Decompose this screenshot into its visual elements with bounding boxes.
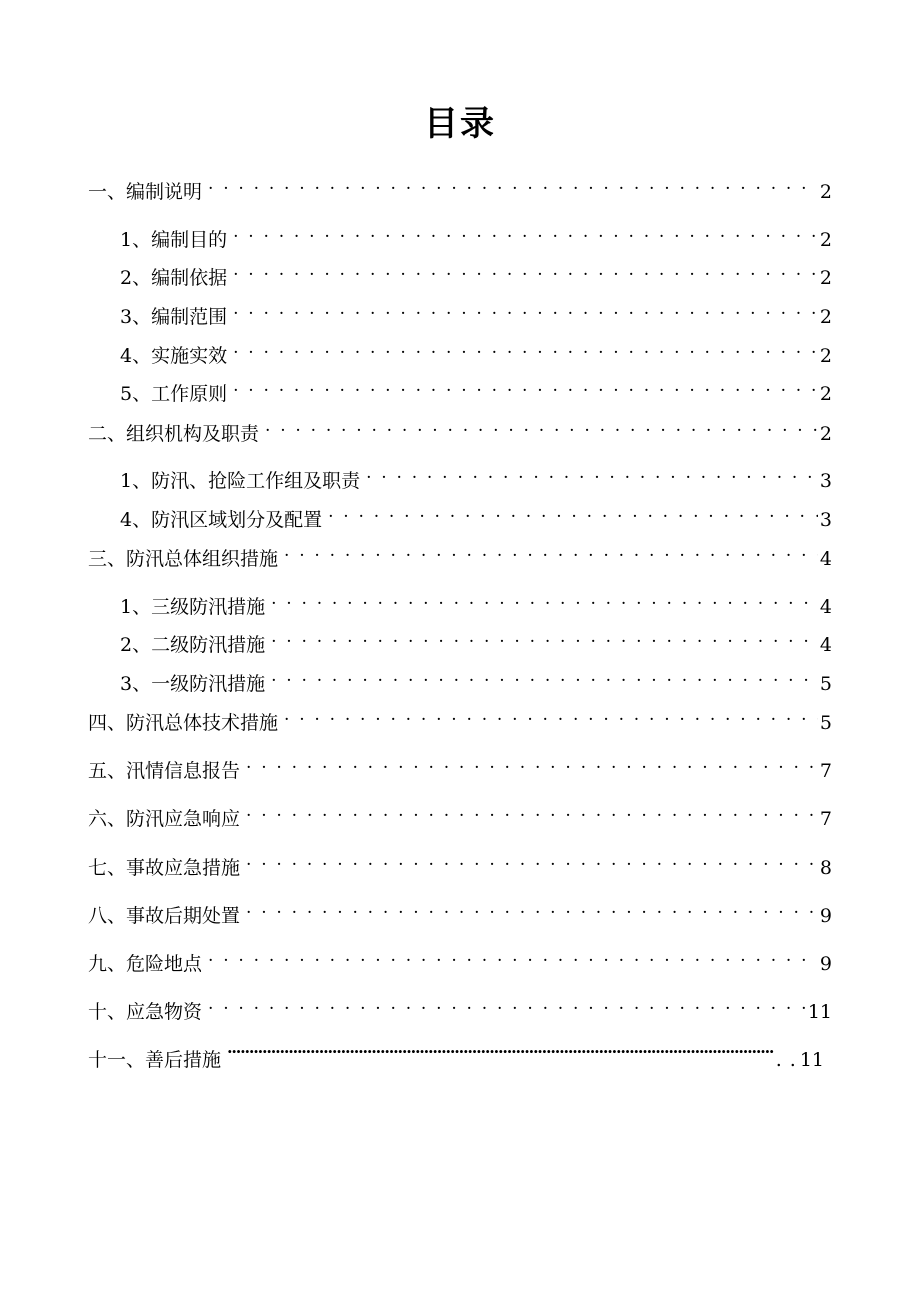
toc-leader-dots [208,942,818,970]
toc-leader-dots [233,256,818,284]
toc-entry[interactable] [88,894,832,927]
toc-entry-page: 2 [819,306,832,328]
toc-entry-label: 七、事故应急措施 [88,857,241,879]
toc-entry-page: 7 [819,760,832,782]
toc-leader-dots [271,585,818,613]
toc-entry-label: 十、应急物资 [88,1001,203,1023]
toc-entry-label: 5、工作原则 [120,383,228,405]
toc-entry-page: 4 [819,634,832,656]
toc-entry-page: 2 [819,345,832,367]
toc-entry-page: 5 [819,712,832,734]
toc-entry-label: 1、编制目的 [120,229,228,251]
toc-entry-label: 一、编制说明 [88,181,203,203]
toc-entry-label: 1、三级防汛措施 [120,596,266,618]
toc-entry[interactable] [88,990,832,1023]
toc-entry[interactable] [88,170,832,203]
toc-leader-dots [233,372,818,400]
toc-leader-dots [366,459,818,487]
toc-entry[interactable] [120,585,832,618]
toc-entry-page: 2 [819,229,832,251]
toc-entry[interactable] [120,623,832,656]
toc-entry[interactable] [88,846,832,879]
toc-entry-label: 三、防汛总体组织措施 [88,548,279,570]
toc-leader-dots [246,749,818,777]
toc-entry-label: 六、防汛应急响应 [88,808,241,830]
toc-entry-page: 11 [807,1001,832,1023]
toc-entry[interactable] [88,749,832,782]
toc-entry[interactable] [120,459,832,492]
toc-entry[interactable] [120,295,832,328]
toc-leader-dots [208,990,806,1018]
toc-entry[interactable] [120,218,832,251]
toc-entry-page: 2 [819,267,832,289]
toc-entry[interactable] [88,537,832,570]
toc-entry-page: 3 [819,509,832,531]
toc-leader-dots [246,894,818,922]
toc-entry-label: 1、防汛、抢险工作组及职责 [120,470,361,492]
toc-entry-label: 二、组织机构及职责 [88,423,260,445]
toc-entry[interactable] [120,334,832,367]
toc-leader-dots [328,498,818,526]
toc-entry[interactable] [88,797,832,830]
toc-entry-page: 5 [819,673,832,695]
toc-entry[interactable] [120,498,832,531]
toc-entry-label: 4、防汛区域划分及配置 [120,509,323,531]
toc-entry-label: 2、二级防汛措施 [120,634,266,656]
toc-leader-dots [208,170,818,198]
toc-entry-page: 9 [819,953,832,975]
toc-leader-dots [271,623,818,651]
toc-leader-dots [271,662,818,690]
toc-entry-page: 8 [819,857,832,879]
toc-entry-label: 五、汛情信息报告 [88,760,241,782]
toc-entry[interactable] [88,942,832,975]
toc-entry-label: 3、编制范围 [120,306,228,328]
toc-entry-label: 九、危险地点 [88,953,203,975]
toc-leader-dots [246,797,818,825]
toc-leader-dots [265,412,818,440]
toc-entry-page: 2 [819,181,832,203]
toc-entry-label: 十一、善后措施 [88,1049,222,1071]
toc-entry[interactable] [88,1038,824,1071]
toc-entry[interactable] [120,662,832,695]
toc-entry-page: 2 [819,423,832,445]
toc-entry-page: 7 [819,808,832,830]
toc-entry[interactable] [120,256,832,289]
toc-leader-dots [284,701,818,729]
toc-entry[interactable] [88,701,832,734]
toc-entry-label: 八、事故后期处置 [88,905,241,927]
toc-leader-dots [233,334,818,362]
toc-entry-label: 3、一级防汛措施 [120,673,266,695]
toc-title: 目录 [424,104,496,144]
toc-entry-label: 4、实施实效 [120,345,228,367]
toc-entry-page: 9 [819,905,832,927]
toc-leader-dots [284,537,818,565]
toc-entry-label: 四、防汛总体技术措施 [88,712,279,734]
toc-entry-label: 2、编制依据 [120,267,228,289]
toc-entry[interactable] [120,372,832,405]
toc-entry[interactable] [88,412,832,445]
toc-entry-page: 2 [819,383,832,405]
toc-leader-dots [227,1038,774,1066]
toc-entry-page: 4 [819,548,832,570]
toc-leader-dots [246,846,818,874]
toc-entry-page: 4 [819,596,832,618]
toc-entry-page: 3 [819,470,832,492]
toc-leader-dots [233,295,818,323]
toc-entry-page: . . 11 [774,1046,824,1074]
toc-leader-dots [233,218,818,246]
